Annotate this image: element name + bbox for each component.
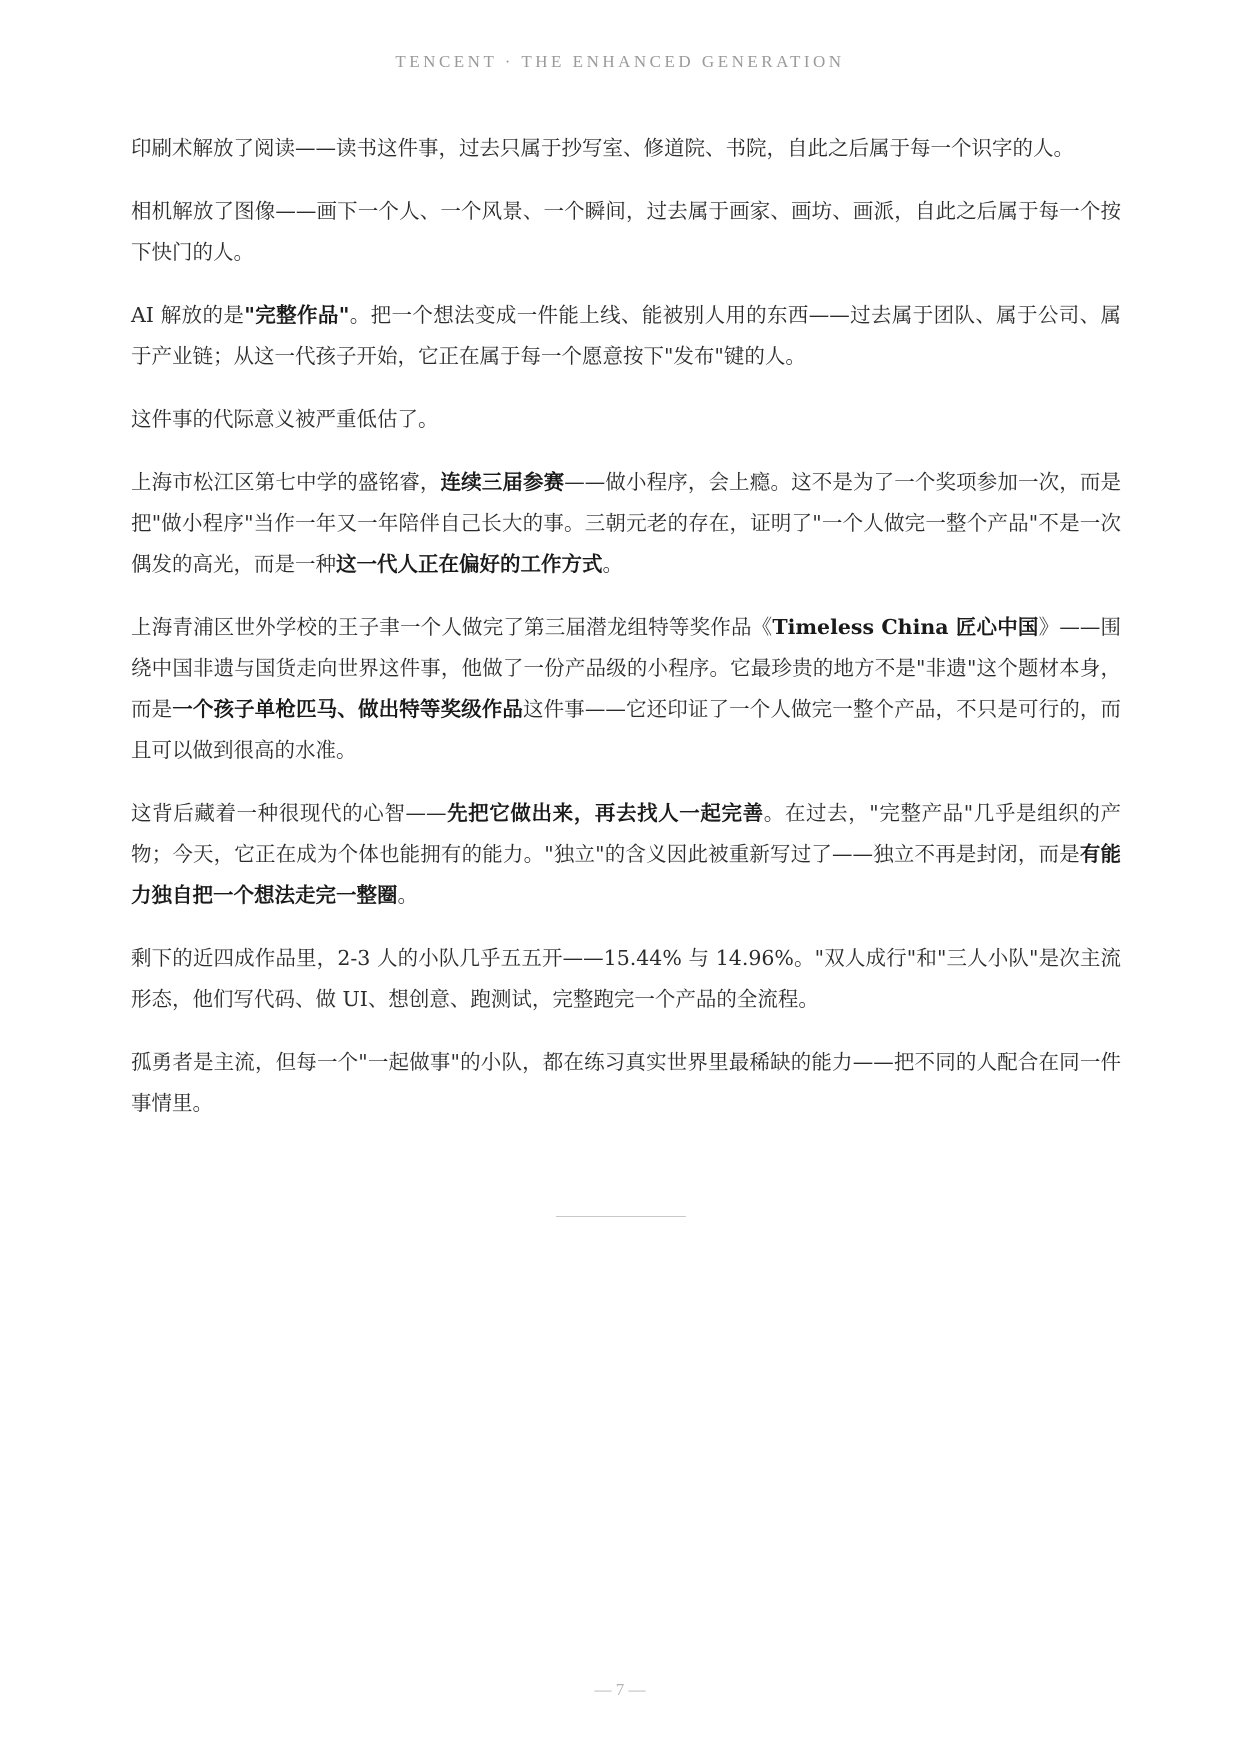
- paragraph-underestimated: [131, 399, 1121, 440]
- emphasis-text: 有能力独自把一个想法走完一整圈: [131, 842, 1122, 907]
- paragraph-qingpu: [131, 607, 1121, 771]
- emphasis-text: "完整作品": [244, 303, 350, 327]
- emphasis-text: 这一代人正在偏好的工作方式: [336, 552, 603, 576]
- emphasis-text: 先把它做出来，再去找人一起完善: [446, 801, 764, 825]
- paragraph-ai: [131, 295, 1121, 377]
- emphasis-text: Timeless China 匠心中国: [772, 615, 1039, 639]
- section-divider: [556, 1216, 686, 1217]
- paragraph-text: 这件事——它还印证了一个人做完一整个产品，不只是可行的，而且可以做到很高的水准。: [131, 697, 1122, 762]
- paragraph-text: 》——围绕中国非遗与国货走向世界这件事，他做了一份产品级的小程序。它最珍贵的地方不是"非遗"这个题材本身，而是: [131, 615, 1122, 721]
- paragraph-text: 。: [602, 552, 623, 576]
- paragraph-text: 孤勇者是主流，但每一个"一起做事"的小队，都在练习真实世界里最稀缺的能力——把不同的人配合在同一件事情里。: [131, 1050, 1121, 1115]
- paragraph-text: 这件事的代际意义被严重低估了。: [131, 407, 439, 431]
- paragraph-camera: [131, 191, 1121, 273]
- paragraph-text: ——做小程序，会上瘾。这不是为了一个奖项参加一次，而是把"做小程序"当作一年又一年陪伴自己长大的事。三朝元老的存在，证明了"一个人做完一整个产品"不是一次偶发的高光，而是一种: [131, 470, 1122, 576]
- paragraph-teams: [131, 938, 1121, 1020]
- paragraph-text: 这背后藏着一种很现代的心智——: [131, 801, 447, 825]
- paragraph-text: 印刷术解放了阅读——读书这件事，过去只属于抄写室、修道院、书院，自此之后属于每一个识字的人。: [131, 136, 1074, 160]
- paragraph-text: AI 解放的是: [131, 303, 245, 327]
- paragraph-text: 。在过去，"完整产品"几乎是组织的产物；今天，它正在成为个体也能拥有的能力。"独立"的含义因此被重新写过了——独立不再是封闭，而是: [131, 801, 1122, 866]
- paragraph-text: 相机解放了图像——画下一个人、一个风景、一个瞬间，过去属于画家、画坊、画派，自此之后属于每一个按下快门的人。: [131, 199, 1121, 264]
- paragraph-text: 。: [397, 883, 418, 907]
- paragraph-conclusion: [131, 1042, 1121, 1124]
- page-number: — 7 —: [594, 1680, 646, 1699]
- emphasis-text: 连续三届参赛: [440, 470, 565, 494]
- paragraph-songjiang: [131, 462, 1121, 585]
- paragraph-printing: [131, 128, 1121, 169]
- paragraph-mindset: [131, 793, 1121, 916]
- running-header: TENCENT · THE ENHANCED GENERATION: [395, 52, 845, 71]
- article-body: [131, 128, 1121, 1146]
- paragraph-text: 。把一个想法变成一件能上线、能被别人用的东西——过去属于团队、属于公司、属于产业链；从这一代孩子开始，它正在属于每一个愿意按下"发布"键的人。: [131, 303, 1121, 368]
- emphasis-text: 一个孩子单枪匹马、做出特等奖级作品: [172, 697, 523, 721]
- paragraph-text: 上海青浦区世外学校的王子聿一个人做完了第三届潜龙组特等奖作品《: [131, 615, 773, 639]
- paragraph-text: 剩下的近四成作品里，2-3 人的小队几乎五五开——15.44% 与 14.96%。"双人成行"和"三人小队"是次主流形态，他们写代码、做 UI、想创意、跑测试，完整跑完一个产品的全流程。: [131, 946, 1121, 1011]
- paragraph-text: 上海市松江区第七中学的盛铭睿，: [131, 470, 441, 494]
